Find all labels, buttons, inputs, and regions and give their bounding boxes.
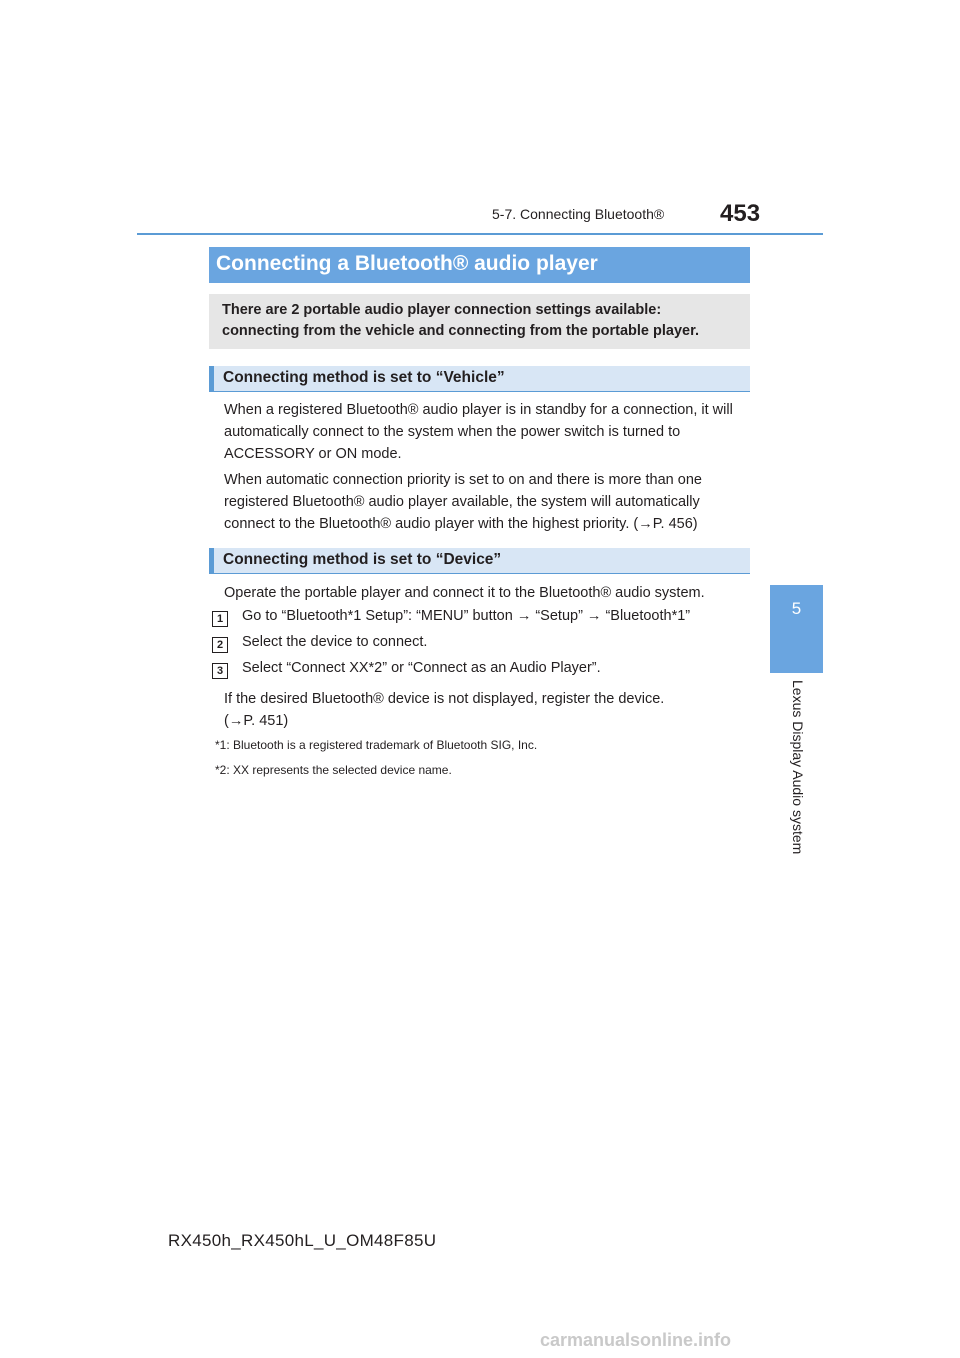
section-heading-text: Connecting method is set to “Vehicle” bbox=[223, 369, 505, 386]
section-heading-vehicle bbox=[209, 366, 750, 392]
footer-code: RX450h_RX450hL_U_OM48F85U bbox=[168, 1231, 437, 1250]
header-rule bbox=[137, 233, 823, 235]
footnote: *1: Bluetooth is a registered trademark of Bluetooth SIG, Inc. bbox=[215, 738, 538, 752]
lead-text: Operate the portable player and connect it to the Bluetooth® audio system. bbox=[224, 585, 705, 601]
watermark: carmanualsonline.info bbox=[540, 1330, 732, 1350]
section-heading-device bbox=[209, 548, 750, 574]
step-number-box: 1 bbox=[212, 611, 228, 627]
paragraph: When automatic connection priority is set to on and there is more than one registered Bluetooth® audio player available, the system will automatically connect to the Bluetooth® audio player with the highest priority. (→P. 456) bbox=[224, 472, 702, 532]
chapter-number: 5 bbox=[791, 599, 802, 618]
intro-text: There are 2 portable audio player connection settings available: connecting from the vehicle and connecting from the portable player. bbox=[222, 302, 699, 339]
page-number: 453 bbox=[720, 200, 761, 227]
section-heading-text: Connecting method is set to “Device” bbox=[223, 551, 502, 568]
step-text: Select the device to connect. bbox=[242, 634, 428, 650]
note-line: (→P. 451) bbox=[224, 713, 289, 729]
step-number-box: 2 bbox=[212, 637, 228, 653]
step-number-box: 3 bbox=[212, 663, 228, 679]
footnote: *2: XX represents the selected device name. bbox=[215, 763, 452, 777]
note-line: If the desired Bluetooth® device is not displayed, register the device. bbox=[224, 691, 665, 707]
chapter-label: Lexus Display Audio system bbox=[790, 680, 806, 855]
step-text: Go to “Bluetooth*1 Setup”: “MENU” button → “Setup” → “Bluetooth*1” bbox=[242, 608, 691, 624]
paragraph: When a registered Bluetooth® audio player is in standby for a connection, it will automatically connect to the system when the power switch is turned to ACCESSORY or ON mode. bbox=[224, 402, 733, 462]
step-text: Select “Connect XX*2” or “Connect as an Audio Player”. bbox=[242, 660, 601, 676]
section-header: 5-7. Connecting Bluetooth® bbox=[492, 206, 665, 222]
page-title: Connecting a Bluetooth® audio player bbox=[216, 252, 598, 275]
